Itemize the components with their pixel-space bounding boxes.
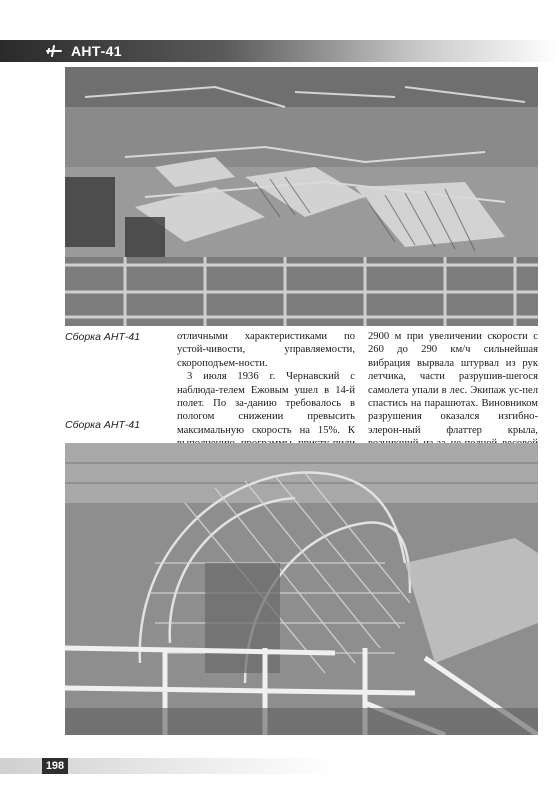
- assembly-photo-top: [65, 67, 538, 326]
- chapter-title: АНТ-41: [71, 43, 122, 59]
- paragraph: отличными характеристиками по устой-чивости, управляемости, скороподъем-ности.: [177, 331, 355, 369]
- footer-bar: [0, 758, 559, 774]
- photo-caption-top: Сборка АНТ-41: [65, 331, 141, 343]
- photo-caption-bottom: Сборка АНТ-41: [65, 419, 141, 431]
- page-number: 198: [42, 758, 68, 774]
- paragraph: 3 июля 1936 г. Чернавский с наблюда-телем Ежовым ушел в 14-й полет. По за-данию требовалось в пологом снижении превысить максимальную скорость на 15%. К: [177, 371, 355, 436]
- assembly-photo-bottom: [65, 443, 538, 735]
- airplane-icon: [46, 45, 62, 57]
- paragraph: 2900 м при увеличении скорости с 260 до 290 км/ч сильнейшая вибрация вырвала штурвал из рук летчика, части разрушив-шегося самолета упали в лес. Экипаж ус-пел спастись на парашютах. Виновником разрушения оказался изгибно-элерон-ный флаттер крыла,: [368, 331, 538, 436]
